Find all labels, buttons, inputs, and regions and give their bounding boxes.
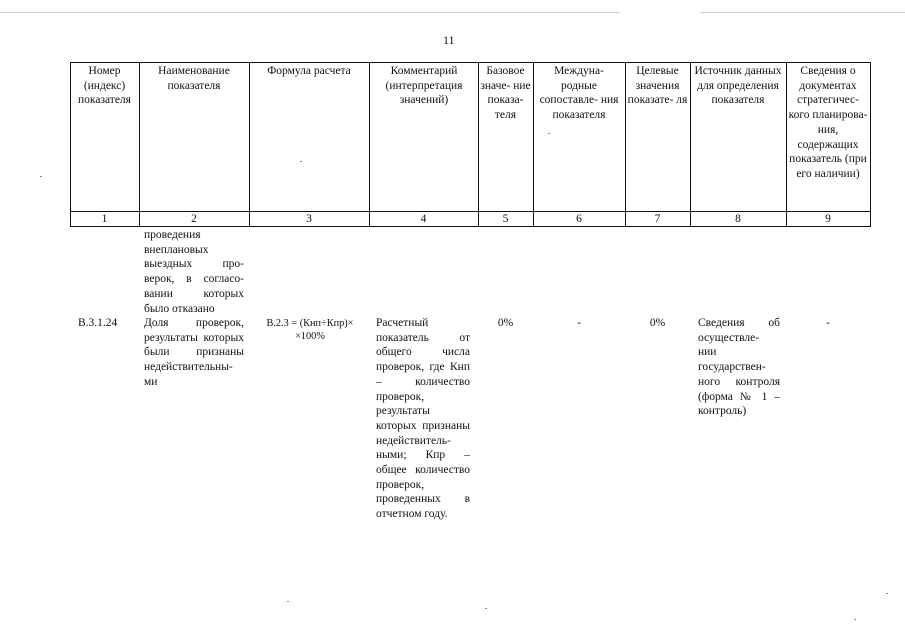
column-number: 6 <box>576 213 582 225</box>
table-column-line <box>870 62 871 227</box>
column-number: 1 <box>101 213 108 225</box>
scan-speck <box>886 593 888 594</box>
header-formula: Формула расчета <box>267 65 351 77</box>
column-number: 2 <box>191 213 197 225</box>
row-international: - <box>577 317 581 329</box>
scan-speck <box>287 601 289 602</box>
column-number: 3 <box>306 213 312 225</box>
row-index: В.3.1.24 <box>78 317 118 329</box>
row-target-value: 0% <box>649 317 666 329</box>
table-column-line <box>249 62 250 227</box>
column-number: 9 <box>825 213 831 225</box>
header-comment: Комментарий (интерпретация значений) <box>385 65 463 107</box>
scan-speck <box>548 133 550 134</box>
header-strategic-docs: Сведения о документах стратегичес- кого планирова- ния, содержащих показатель (при его наличии) <box>788 65 868 180</box>
row-base-value: 0% <box>497 317 514 329</box>
column-number: 4 <box>420 213 427 225</box>
continued-indicator-name: проведения внеплановых выездных про- верок, в согласо- вании которых было отказано <box>144 229 244 315</box>
scan-speck <box>854 619 856 620</box>
header-index: Номер (индекс) показателя <box>78 65 131 107</box>
scan-speck <box>40 176 42 177</box>
row-source: Сведения об осуществле- нии государствен- ного контроля (форма № 1 – контроль) <box>698 317 780 418</box>
page-number: 11 <box>443 33 455 47</box>
header-base-value: Базовое значе- ние показа- теля <box>480 65 531 122</box>
row-name: Доля проверок, результаты которых были признаны недействительны- ми <box>144 317 244 388</box>
row-formula: В.2.3 = (Кнп÷Кпр)× ×100% <box>266 318 354 342</box>
header-name: Наименование показателя <box>158 65 230 92</box>
scan-top-edge <box>700 12 905 13</box>
column-number: 8 <box>735 213 741 225</box>
scan-speck <box>485 608 487 609</box>
table-top-border <box>70 62 871 63</box>
column-number: 7 <box>654 213 661 225</box>
header-target-value: Целевые значения показате- ля <box>627 65 688 107</box>
header-source: Источник данных для определения показателя <box>694 65 782 107</box>
table-column-line <box>533 62 534 227</box>
column-number: 5 <box>502 213 509 225</box>
table-column-line <box>690 62 691 227</box>
header-international: Междуна- родные сопоставле- ния показателя <box>539 65 619 122</box>
row-strategic-docs: - <box>826 317 830 329</box>
row-comment: Расчетный показатель от общего числа проверок, где Кнп – количество проверок, результаты которых признаны недействитель- ными; Кпр – общее количество проверок, проведенных в отчетном году. <box>376 317 470 521</box>
table-column-line <box>478 62 479 227</box>
table-column-line <box>625 62 626 227</box>
table-column-line <box>369 62 370 227</box>
scan-top-edge <box>0 12 620 13</box>
scan-speck <box>300 161 302 162</box>
